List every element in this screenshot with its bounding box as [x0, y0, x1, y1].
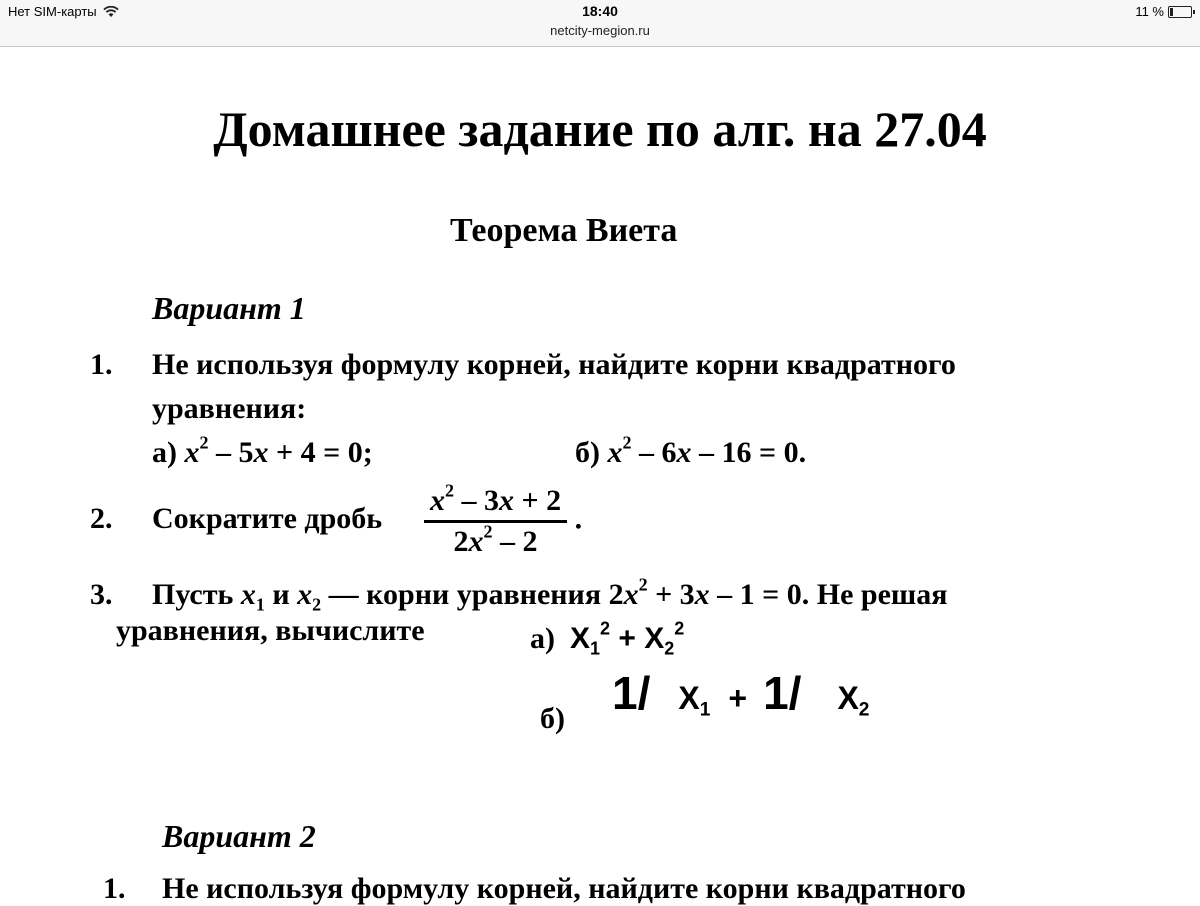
task-3-text-pre: Пусть: [152, 578, 234, 611]
task-3-text-line2: уравнения, вычислите: [116, 614, 425, 647]
battery-status: [1135, 4, 1192, 19]
clock: 18:40: [582, 3, 618, 19]
address-bar-url[interactable]: netcity-megion.ru: [550, 23, 650, 38]
variant-1-heading: Вариант 1: [152, 290, 306, 326]
task-3-text-mid: — корни уравнения: [328, 578, 602, 611]
variant-2-task-1-number: 1.: [103, 872, 126, 905]
section-subtitle: Теорема Виета: [450, 212, 678, 249]
task-1-equation-b: б) $x^2 - 6x - 16 = 0$.: [575, 432, 807, 469]
expression-b-label: б): [540, 702, 565, 735]
task-3-text-and: и: [272, 578, 290, 611]
fraction-denominator: $2x^2 - 2$: [453, 521, 538, 558]
task-3-text: Пусть $x_1$ и $x_2$ — корни уравнения $2x^2 + 3x - 1 = 0$. Не решая: [152, 574, 948, 615]
task-2-text: Сократите дробь: [152, 502, 383, 535]
task-1-text-line2: уравнения:: [152, 392, 307, 425]
equation-b-label: б): [575, 436, 600, 469]
fraction-numerator: $x^2 - 3x + 2$: [424, 484, 567, 523]
task-1-equation-a: а) $x^2 - 5x + 4 = 0$;: [152, 432, 373, 469]
task-2-fraction: $\frac{x^2 - 3x + 2}{2x^2 - 2}$ .: [424, 484, 582, 559]
equation-a-label: а): [152, 436, 177, 469]
carrier-text: Нет SIM-карты: [8, 4, 97, 19]
task-2-number: 2.: [90, 502, 113, 535]
page-title: Домашнее задание по алг. на 27.04: [213, 101, 987, 157]
battery-icon: [1168, 6, 1192, 18]
task-1-number: 1.: [90, 348, 113, 381]
battery-percent: 11 %: [1135, 4, 1164, 19]
task-3-number: 3.: [90, 578, 113, 611]
task-3-text-post: Не решая: [816, 578, 948, 611]
expression-a-label: а): [530, 622, 555, 655]
variant-2-task-1-text: Не используя формулу корней, найдите корни квадратного: [162, 872, 966, 905]
task-1-text: Не используя формулу корней, найдите корни квадратного: [152, 348, 956, 381]
task-3-expression-b: 1/ $X_1 + 1/$ $X_2$: [612, 667, 870, 721]
variant-2-heading: Вариант 2: [162, 818, 316, 854]
task-3-expression-a: а) $X_1^2 + X_2^2$: [530, 618, 685, 659]
browser-status-bar: [0, 0, 1200, 47]
